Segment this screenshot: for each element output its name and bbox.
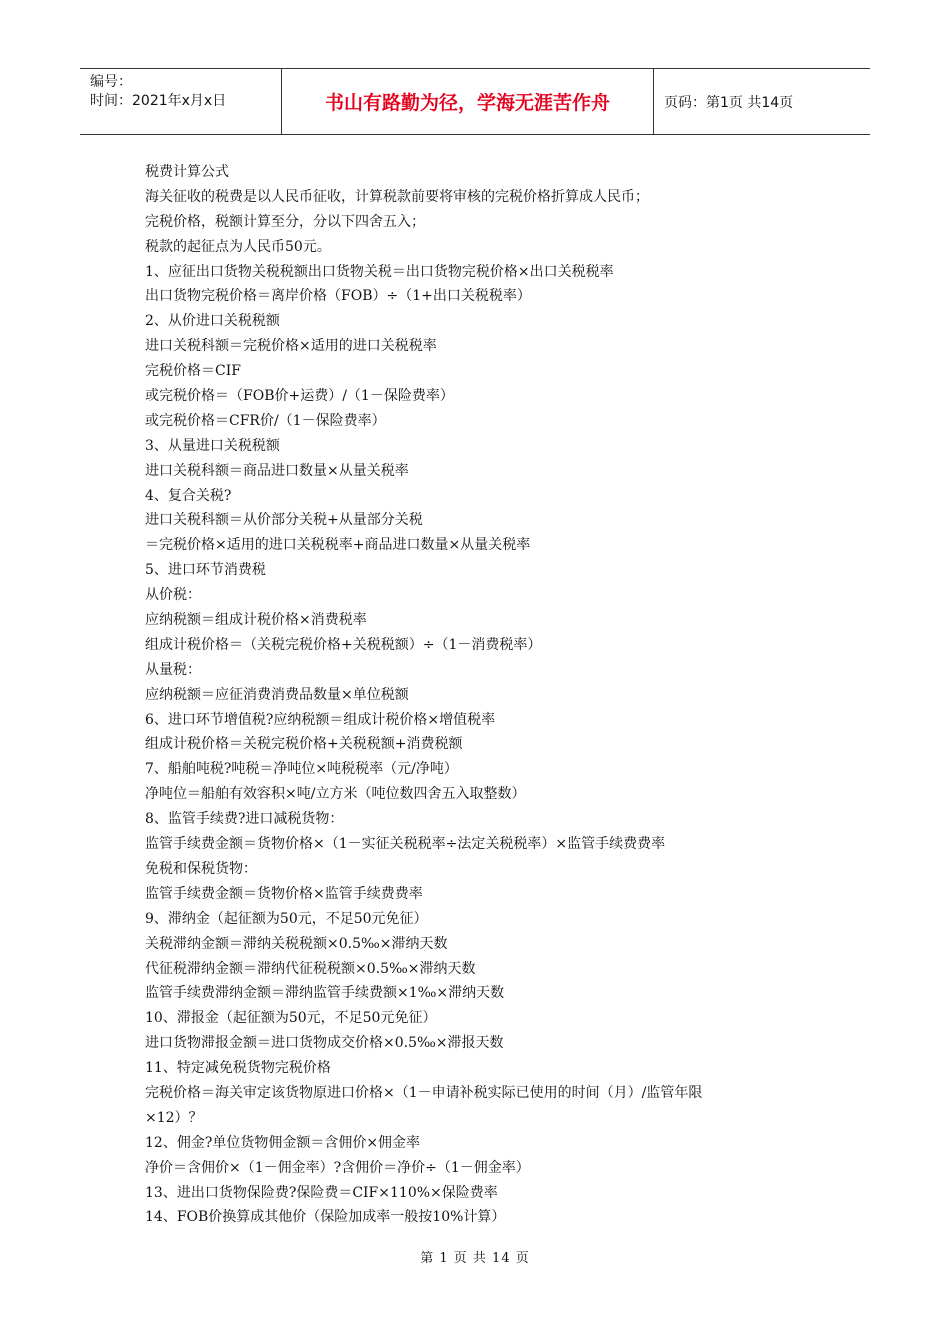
body-line: 8、监管手续费?进口减税货物：: [145, 811, 344, 828]
body-line: 进口关税科额＝商品进口数量×从量关税率: [145, 462, 409, 479]
body-line: 免税和保税货物：: [145, 860, 257, 877]
body-line: ＝完税价格×适用的进口关税税率+商品进口数量×从量关税率: [145, 537, 531, 554]
document-time-label: 时间：2021年x月x日: [90, 93, 227, 109]
body-line: 应纳税额＝应征消费消费品数量×单位税额: [145, 686, 409, 703]
header-meta: [80, 69, 281, 134]
body-line: 14、FOB价换算成其他价（保险加成率一般按10%计算）: [145, 1209, 506, 1226]
body-line: 10、滞报金（起征额为50元，不足50元免征）: [145, 1010, 437, 1027]
body-line: 完税价格＝CIF: [145, 363, 241, 380]
body-line: 3、从量进口关税税额: [145, 437, 280, 454]
body-line: 或完税价格＝CFR价/（1－保险费率）: [145, 412, 386, 429]
body-line: 5、进口环节消费税: [145, 562, 266, 579]
body-line: 海关征收的税费是以人民币征收，计算税款前要将审核的完税价格折算成人民币；: [145, 188, 649, 205]
body-line: ×12）？: [145, 1109, 203, 1126]
body-line: 13、进出口货物保险费?保险费＝CIF×110%×保险费率: [145, 1184, 498, 1201]
body-line: 关税滞纳金额＝滞纳关税税额×0.5‰×滞纳天数: [145, 935, 448, 952]
body-line: 监管手续费金额＝货物价格×监管手续费费率: [145, 885, 423, 902]
body-line: 6、进口环节增值税?应纳税额＝组成计税价格×增值税率: [145, 711, 496, 728]
document-number-label: 编号：: [90, 74, 132, 90]
body-line: 代征税滞纳金额＝滞纳代征税税额×0.5‰×滞纳天数: [145, 960, 476, 977]
body-line: 出口货物完税价格＝离岸价格（FOB）÷（1+出口关税税率）: [145, 288, 531, 305]
body-line: 从量税：: [145, 661, 201, 678]
body-line: 进口货物滞报金额＝进口货物成交价格×0.5‰×滞报天数: [145, 1035, 504, 1052]
body-line: 应纳税额＝组成计税价格×消费税率: [145, 612, 367, 629]
body-line: 或完税价格＝（FOB价+运费）/（1－保险费率）: [145, 388, 454, 405]
body-line: 4、复合关税?: [145, 487, 232, 504]
body-line: 进口关税科额＝从价部分关税+从量部分关税: [145, 512, 423, 529]
body-line: 监管手续费滞纳金额＝滞纳监管手续费额×1‰×滞纳天数: [145, 985, 505, 1002]
body-line: 11、特定减免税货物完税价格: [145, 1060, 331, 1077]
body-line: 监管手续费金额＝货物价格×（1－实征关税税率÷法定关税税率）×监管手续费费率: [145, 836, 666, 853]
body-line: 完税价格＝海关审定该货物原进口价格×（1－申请补税实际已使用的时间（月）/监管年限: [145, 1084, 703, 1101]
document-title: 税费计算公式: [145, 164, 229, 180]
page-header: [80, 68, 870, 135]
header-page-info: 页码：第1页 共14页: [664, 94, 794, 111]
body-line: 9、滞纳金（起征额为50元，不足50元免征）: [145, 910, 428, 927]
page-footer: 第 1 页 共 14 页: [420, 1251, 530, 1266]
header-motto: 书山有路勤为径，学海无涯苦作舟: [281, 69, 654, 134]
body-line: 1、应征出口货物关税税额出口货物关税＝出口货物完税价格×出口关税税率: [145, 263, 614, 280]
body-line: 税款的起征点为人民币50元。: [145, 238, 331, 255]
body-line: 从价税：: [145, 587, 201, 604]
body-line: 完税价格，税额计算至分，分以下四舍五入；: [145, 213, 425, 230]
body-line: 7、船舶吨税?吨税＝净吨位×吨税税率（元/净吨）: [145, 761, 458, 778]
body-line: 净吨位＝船舶有效容积×吨/立方米（吨位数四舍五入取整数）: [145, 786, 526, 803]
body-line: 净价＝含佣价×（1－佣金率）?含佣价＝净价÷（1－佣金率）: [145, 1159, 530, 1176]
document-body: [145, 160, 820, 1230]
body-line: 组成计税价格＝关税完税价格+关税税额+消费税额: [145, 736, 463, 753]
body-line: 2、从价进口关税税额: [145, 313, 280, 330]
body-line: 12、佣金?单位货物佣金额＝含佣价×佣金率: [145, 1134, 421, 1151]
body-line: 组成计税价格＝（关税完税价格+关税税额）÷（1－消费税率）: [145, 636, 542, 653]
body-line: 进口关税科额＝完税价格×适用的进口关税税率: [145, 338, 437, 355]
